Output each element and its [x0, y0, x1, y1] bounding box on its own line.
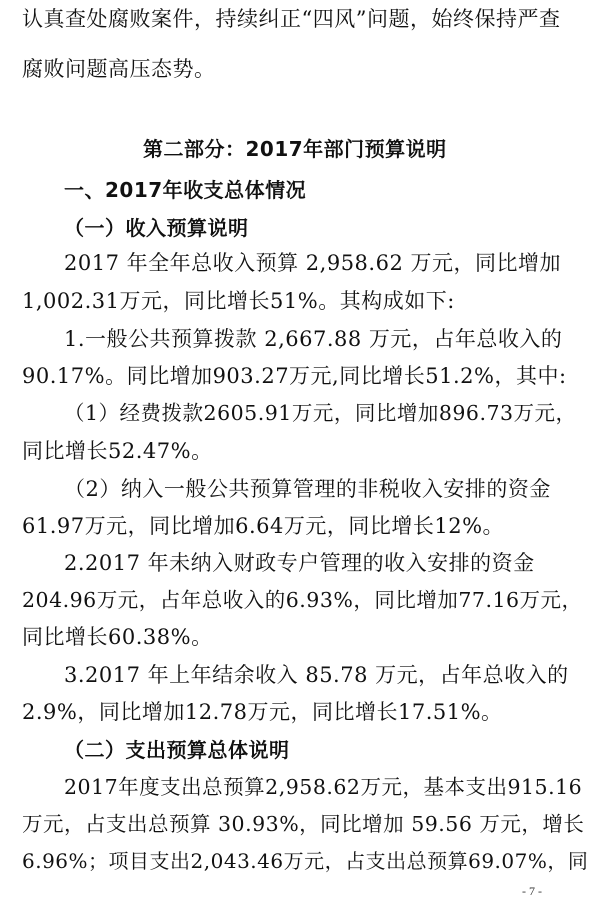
- paragraph-line: （1）经费拨款2605.91万元，同比增加896.73万元，: [64, 401, 577, 425]
- paragraph-line: 1,002.31万元，同比增长51%。其构成如下:: [22, 289, 455, 313]
- paragraph-line: 同比增长52.47%。: [22, 439, 213, 463]
- paragraph-line: 6.96%；项目支出2,043.46万元，占支出总预算69.07%，同: [22, 849, 589, 873]
- paragraph-line: 腐败问题高压态势。: [22, 57, 216, 81]
- page-number: - 7 -: [522, 884, 542, 898]
- paragraph-line: （2）纳入一般公共预算管理的非税收入安排的资金: [64, 477, 551, 501]
- paragraph-line: 2017年度支出总预算2,958.62万元，基本支出915.16: [64, 775, 583, 799]
- paragraph-line: 90.17%。同比增加903.27万元,同比增长51.2%，其中:: [22, 364, 567, 388]
- paragraph-line: 2.2017 年未纳入财政专户管理的收入安排的资金: [64, 551, 535, 575]
- paragraph-line: 万元，占支出总预算 30.93%，同比增加 59.56 万元，增长: [22, 812, 585, 836]
- paragraph-line: 3.2017 年上年结余收入 85.78 万元，占年总收入的: [64, 663, 569, 687]
- paragraph-line: 同比增长60.38%。: [22, 625, 213, 649]
- heading-level-2: （二）支出预算总体说明: [64, 738, 290, 762]
- heading-level-2: （一）收入预算说明: [64, 216, 249, 240]
- heading-level-1: 一、2017年收支总体情况: [64, 178, 307, 202]
- paragraph-line: 2.9%，同比增加12.78万元，同比增长17.51%。: [22, 700, 503, 724]
- paragraph-line: 61.97万元，同比增加6.64万元，同比增长12%。: [22, 514, 505, 538]
- paragraph-line: 2017 年全年总收入预算 2,958.62 万元，同比增加: [64, 251, 561, 275]
- paragraph-line: 1.一般公共预算拨款 2,667.88 万元，占年总收入的: [64, 327, 563, 351]
- paragraph-line: 204.96万元，占年总收入的6.93%，同比增加77.16万元，: [22, 588, 583, 612]
- section-title: 第二部分：2017年部门预算说明: [143, 137, 447, 161]
- paragraph-line: 认真查处腐败案件，持续纠正“四风”问题，始终保持严查: [22, 7, 561, 31]
